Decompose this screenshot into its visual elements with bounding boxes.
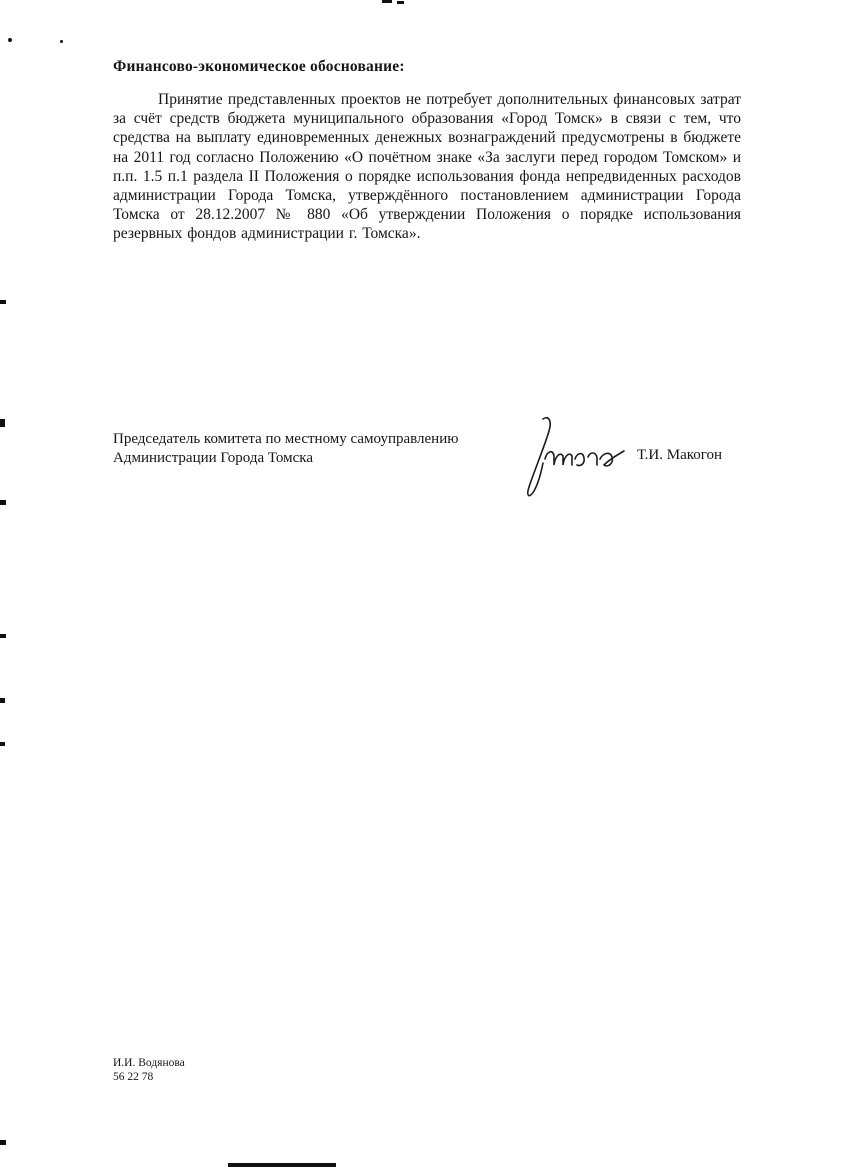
scan-artifact	[0, 500, 6, 505]
scan-artifact	[382, 0, 392, 3]
document-title: Финансово-экономическое обоснование:	[113, 58, 405, 75]
scan-artifact	[397, 1, 404, 4]
scan-artifact	[8, 38, 12, 42]
position-line-1: Председатель комитета по местному самоуправлению	[113, 431, 459, 447]
executor-phone: 56 22 78	[113, 1071, 154, 1083]
executor-info	[113, 1056, 185, 1084]
signatory-name: Т.И. Макогон	[637, 447, 723, 463]
handwritten-signature-icon	[505, 413, 635, 508]
executor-name: И.И. Водянова	[113, 1057, 185, 1069]
scan-artifact	[0, 300, 6, 304]
scan-artifact	[0, 634, 6, 638]
signatory-position	[113, 430, 458, 468]
scan-artifact	[0, 1140, 6, 1145]
scan-artifact	[0, 742, 5, 746]
scan-artifact	[228, 1163, 336, 1167]
scan-artifact	[60, 40, 63, 43]
scan-artifact	[0, 419, 5, 427]
body-paragraph: Принятие представленных проектов не потребует дополнительных финансовых затрат за счёт средств бюджета муниципального образования «Город Томск» в связи с тем, что средства на выплату единовременных денежных вознаграждений предусмотрены в бюджете на 2011 год согласно Положению «О почётном знаке «За заслуги перед городом Томском» и п.п. 1.5 п.1 раздела II Положения о порядке использования фонда непредвиденных расходов администрации Города Томска, утверждённого постановлением администрации Города Томска от 28.12.2007 № 880 «Об утверждении Положения о порядке использования резервных фондов администрации г. Томска».	[113, 91, 741, 243]
scan-artifact	[0, 698, 5, 703]
position-line-2: Администрации Города Томска	[113, 450, 314, 466]
